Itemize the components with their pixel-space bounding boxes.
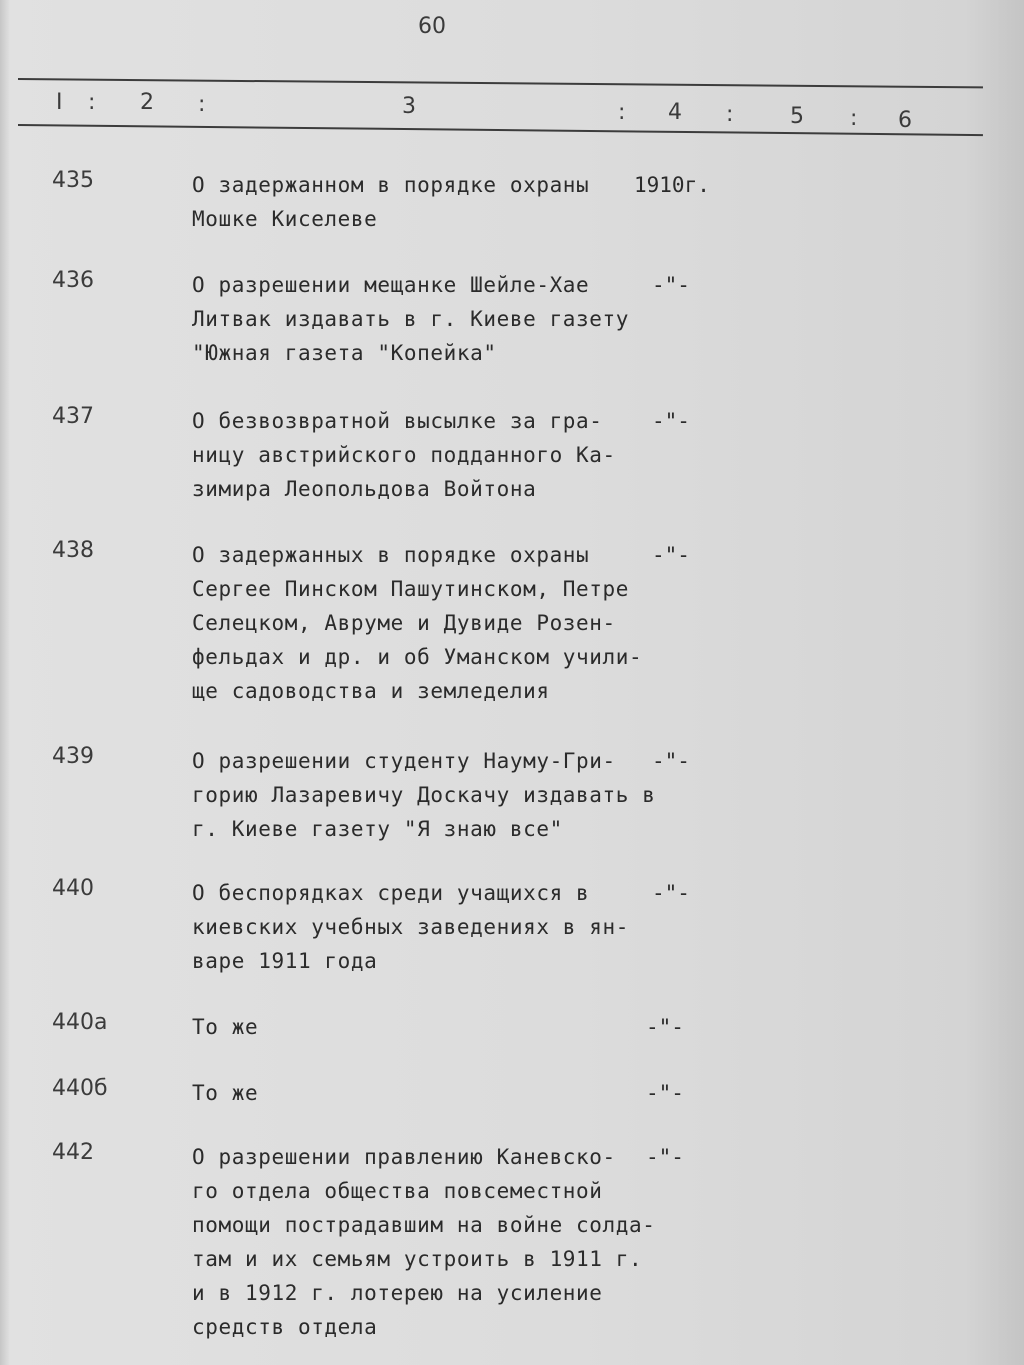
entry-date: -"- <box>652 749 690 773</box>
entry-title-line: горию Лазаревичу Доскачу издавать в <box>192 783 656 807</box>
entry-title-line: там и их семьям устроить в 1911 г. <box>192 1247 643 1271</box>
entry-number: 437 <box>52 404 94 429</box>
entry-title-line: средств отдела <box>192 1315 378 1339</box>
entry-date: -"- <box>646 1015 684 1039</box>
entry-title-line: ницу австрийского подданного Ка- <box>192 443 616 467</box>
entry-title-line: киевских учебных заведениях в ян- <box>192 915 630 939</box>
entry-title <box>192 1076 662 1110</box>
entry-title <box>192 168 662 236</box>
entry-title-line: Селецком, Авруме и Дувиде Розен- <box>192 611 616 635</box>
column-separator: : <box>726 102 734 127</box>
entry-number: 435 <box>52 168 94 193</box>
entry-number: 439 <box>52 744 94 769</box>
entry-title-line: О разрешении правлению Каневско- <box>192 1145 616 1169</box>
entry-title-line: и в 1912 г. лотерею на усиление <box>192 1281 603 1305</box>
page-edge-shadow <box>964 0 1024 1365</box>
entry-date: -"- <box>646 1081 684 1105</box>
entry-date: -"- <box>652 543 690 567</box>
entry-title <box>192 268 662 370</box>
entry-title <box>192 1140 662 1344</box>
entry-number: 438 <box>52 538 94 563</box>
entry-title-line: варе 1911 года <box>192 949 378 973</box>
entry-title-line: О разрешении студенту Науму-Гри- <box>192 749 616 773</box>
entry-title-line: О безвозвратной высылке за гра- <box>192 409 603 433</box>
entry-title-line: То же <box>192 1015 259 1039</box>
page-number: 60 <box>418 14 446 39</box>
entry-title-line: О задержанных в порядке охраны <box>192 543 590 567</box>
entry-title-line: фельдах и др. и об Уманском учили- <box>192 645 643 669</box>
entry-title-line: О задержанном в порядке охраны <box>192 173 590 197</box>
entry-title-line: Литвак издавать в г. Киеве газету <box>192 307 630 331</box>
entry-title-line: г. Киеве газету "Я знаю все" <box>192 817 563 841</box>
column-header-3: 3 <box>402 94 416 119</box>
column-header-6: 6 <box>898 108 912 133</box>
column-header-2: 2 <box>140 90 154 115</box>
entry-title-line: Сергее Пинском Пашутинском, Петре <box>192 577 630 601</box>
entry-date: 1910г. <box>634 173 710 197</box>
entry-number: 436 <box>52 268 94 293</box>
entry-title <box>192 744 662 846</box>
entry-title-line: ще садоводства и земледелия <box>192 679 550 703</box>
entry-title <box>192 404 662 506</box>
entry-number: 440б <box>52 1076 108 1101</box>
entry-date: -"- <box>652 409 690 433</box>
entry-number: 440 <box>52 876 94 901</box>
entry-number: 442 <box>52 1140 94 1165</box>
entry-title-line: зимира Леопольдова Войтона <box>192 477 537 501</box>
column-header-1: I <box>56 90 63 115</box>
column-header-4: 4 <box>668 100 682 125</box>
entry-title <box>192 538 662 708</box>
entry-title-line: О разрешении мещанке Шейле-Хае <box>192 273 590 297</box>
column-separator: : <box>850 106 858 131</box>
entry-title-line: То же <box>192 1081 259 1105</box>
entry-number: 440а <box>52 1010 108 1035</box>
entry-title <box>192 876 662 978</box>
table-header-bottom-rule <box>18 124 983 136</box>
column-separator: : <box>618 100 626 125</box>
entry-date: -"- <box>646 1145 684 1169</box>
entry-title-line: Мошке Киселеве <box>192 207 378 231</box>
entry-date: -"- <box>652 881 690 905</box>
entry-title-line: го отдела общества повсеместной <box>192 1179 603 1203</box>
entry-title-line: "Южная газета "Копейка" <box>192 341 497 365</box>
entry-date: -"- <box>652 273 690 297</box>
entry-title <box>192 1010 662 1044</box>
column-separator: : <box>198 92 206 117</box>
entry-title-line: О беспорядках среди учащихся в <box>192 881 590 905</box>
table-header-top-rule <box>18 78 983 88</box>
entry-title-line: помощи пострадавшим на войне солда- <box>192 1213 656 1237</box>
column-separator: : <box>88 90 96 115</box>
column-header-5: 5 <box>790 104 804 129</box>
page-fold-shadow <box>0 0 10 1365</box>
